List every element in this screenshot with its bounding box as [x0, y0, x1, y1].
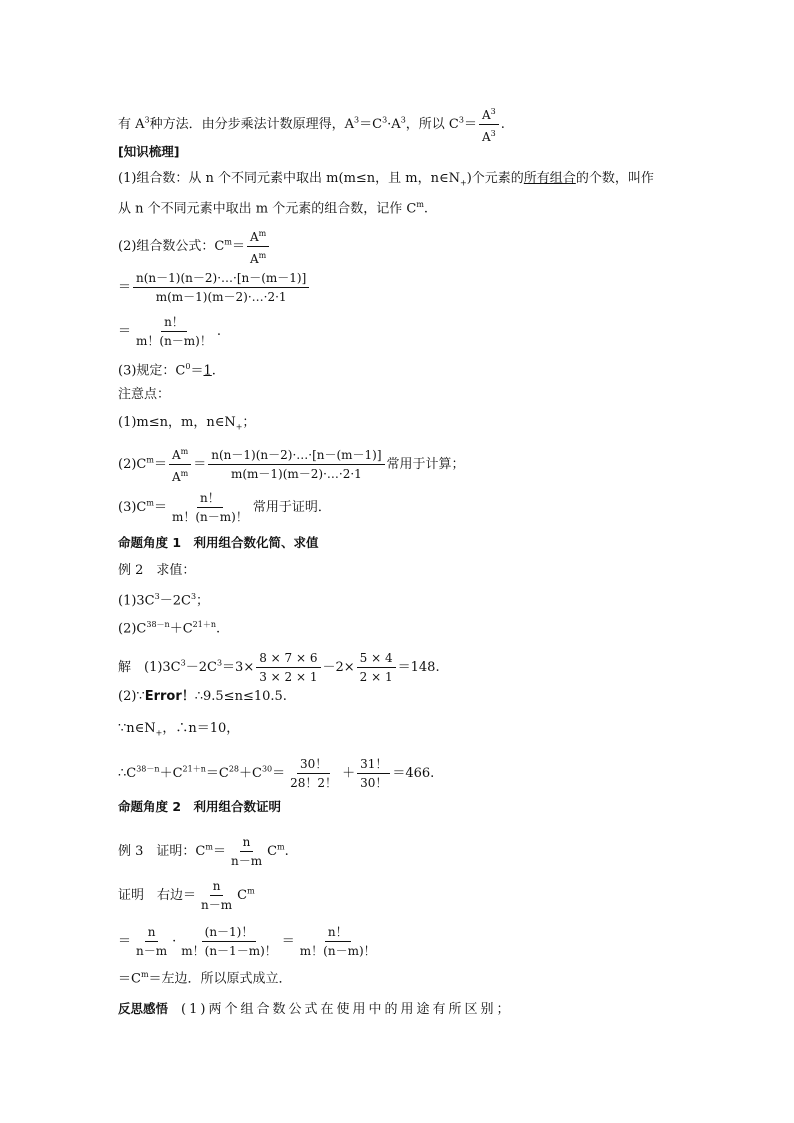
fraction: $\frac{31!}{30!}$ [357, 756, 390, 791]
example-3-title: 例 3 证明：$C^m=$ $\frac{n}{n-m}$ $C^m$. [118, 835, 289, 868]
example-2-solution-3: $\because n\in N_+$，∴n＝10， [118, 721, 240, 738]
proof-line-2: ＝ $\frac{n}{n-m}$ · $\frac{(n-1)!}{m!(n-1-m)!}$ ＝ $\frac{n!}{m!(n-m)!}$ [118, 924, 381, 959]
fraction: $\frac{n(n-1)(n-2)\cdot\dots\cdot[n-(m-1)]}{m(m-1)(m-2)\cdot\dots\cdot 2\cdot 1}$ [133, 270, 309, 305]
fraction: $\frac{n}{n-m}$ [201, 879, 233, 912]
fraction: $\frac{A^m}{A^m}$ [169, 444, 191, 485]
sup: 3 [382, 115, 388, 125]
reflection-line: 反思感悟 (1)两个组合数公式在使用中的用途有所区别； [118, 1001, 513, 1017]
text: 种方法．由分步乘法计数原理得，A [149, 117, 355, 132]
note-2: $(2)C^m=$ $\frac{A^m}{A^m}$ ＝ $\frac{n(n-1)(n-2)\cdot\dots\cdot[n-(m-1)]}{m(m-1)(m-2)\cdot\dots\cdot 2\cdot 1}$ 常用于计算； [118, 444, 465, 485]
proof-line-3: $=C^m=$左边．所以原式成立． [118, 970, 292, 987]
fraction: $\frac{(n-1)!}{m!(n-1-m)!}$ [181, 925, 277, 958]
text: 有 A [118, 117, 145, 132]
example-2-solution-4: $\therefore C^{38-n}+C^{21+n}=C^{28}+C^{30}=$ $\frac{30!}{28!2!}$ ＋ $\frac{31!}{30!}$ ＝466. [118, 757, 435, 790]
example-2-q2: $(2)C^{38-n}+C^{21+n}$. [118, 620, 221, 637]
example-2-q1: $(1)3C^3-2C^3$； [118, 592, 210, 609]
definition-line-1: (1)组合数：从 n 个不同元素中取出 m(m≤n，且 m，$n\in N_+$)个元素的所有组合的个数，叫作 [118, 171, 654, 188]
text: ＝C [359, 117, 383, 132]
fraction: $\frac{n!}{m!(n-m)!}$ [136, 315, 212, 348]
notes-heading: 注意点： [118, 387, 171, 402]
sup: 3 [354, 115, 360, 125]
rule-line: (3)规定：$C^0=1$. [118, 362, 216, 379]
sup: 3 [400, 115, 406, 125]
text: ·A [387, 117, 401, 132]
fraction: $\frac{n(n-1)(n-2)\cdot\dots\cdot[n-(m-1)]}{m(m-1)(m-2)\cdot\dots\cdot 2\cdot 1}$ [208, 447, 384, 482]
proof-line-1: 证明 右边＝ $\frac{n}{n-m}$ $C^m$ [118, 879, 255, 912]
formula-line-3: ＝ $\frac{n!}{m!(n-m)!}$ . [118, 315, 222, 348]
angle-1-heading: 命题角度 1 利用组合数化简、求值 [118, 535, 319, 550]
fraction: $\frac{n!}{m!(n-m)!}$ [171, 491, 248, 524]
fraction: $\frac{30!}{28!2!}$ [290, 757, 338, 790]
sup: 3 [458, 115, 464, 125]
text: ＝ [463, 117, 477, 132]
example-2-solution-1: 解 $(1)3C^3-2C^3=3\times$ $\frac{8 \times 7 \times 6}{3 \times 2 \times 1}$ －2× $\frac{5 \times 4}{2 \times 1}$ ＝148. [118, 651, 440, 684]
formula-line-2: ＝ $\frac{n(n-1)(n-2)\cdot\dots\cdot[n-(m-1)]}{m(m-1)(m-2)\cdot\dots\cdot 2\cdot 1}$ [118, 270, 311, 305]
definition-line-2: 从 n 个不同元素中取出 m 个元素的组合数，记作 $C^m$. [118, 200, 429, 217]
fraction: $\frac{5 \times 4}{2 \times 1}$ [357, 650, 396, 685]
fraction: $\frac{n!}{m!(n-m)!}$ [299, 925, 376, 958]
example-2-solution-2: (2)∵Error！∴9.5≤n≤10.5. [118, 689, 287, 704]
knowledge-heading: [知识梳理] [118, 144, 180, 159]
fraction: $\frac{A^3}{A^3}$ [479, 104, 499, 145]
formula-line-1: (2)组合数公式：$C^m=$ $\frac{A^m}{A^m}$ [118, 226, 271, 267]
text: ，所以 C [405, 117, 459, 132]
sup: 3 [144, 115, 150, 125]
note-3: $(3)C^m=$ $\frac{n!}{m!(n-m)!}$ 常用于证明． [118, 491, 331, 524]
fraction: $\frac{n}{n-m}$ [230, 835, 263, 868]
example-2-title: 例 2 求值： [118, 563, 196, 578]
fraction: $\frac{A^m}{A^m}$ [247, 226, 269, 267]
fraction: $\frac{n}{n-m}$ [136, 925, 168, 958]
intro-line: 有 $A^3$种方法．由分步乘法计数原理得，$A^3=C^3\cdot A^3$，所以 $C^3=$ $\frac{A^3}{A^3}$ . [118, 104, 505, 145]
fraction: $\frac{8 \times 7 \times 6}{3 \times 2 \times 1}$ [256, 650, 320, 685]
angle-2-heading: 命题角度 2 利用组合数证明 [118, 799, 282, 814]
note-1: (1)m≤n，m，$n\in N_+$； [118, 415, 256, 432]
